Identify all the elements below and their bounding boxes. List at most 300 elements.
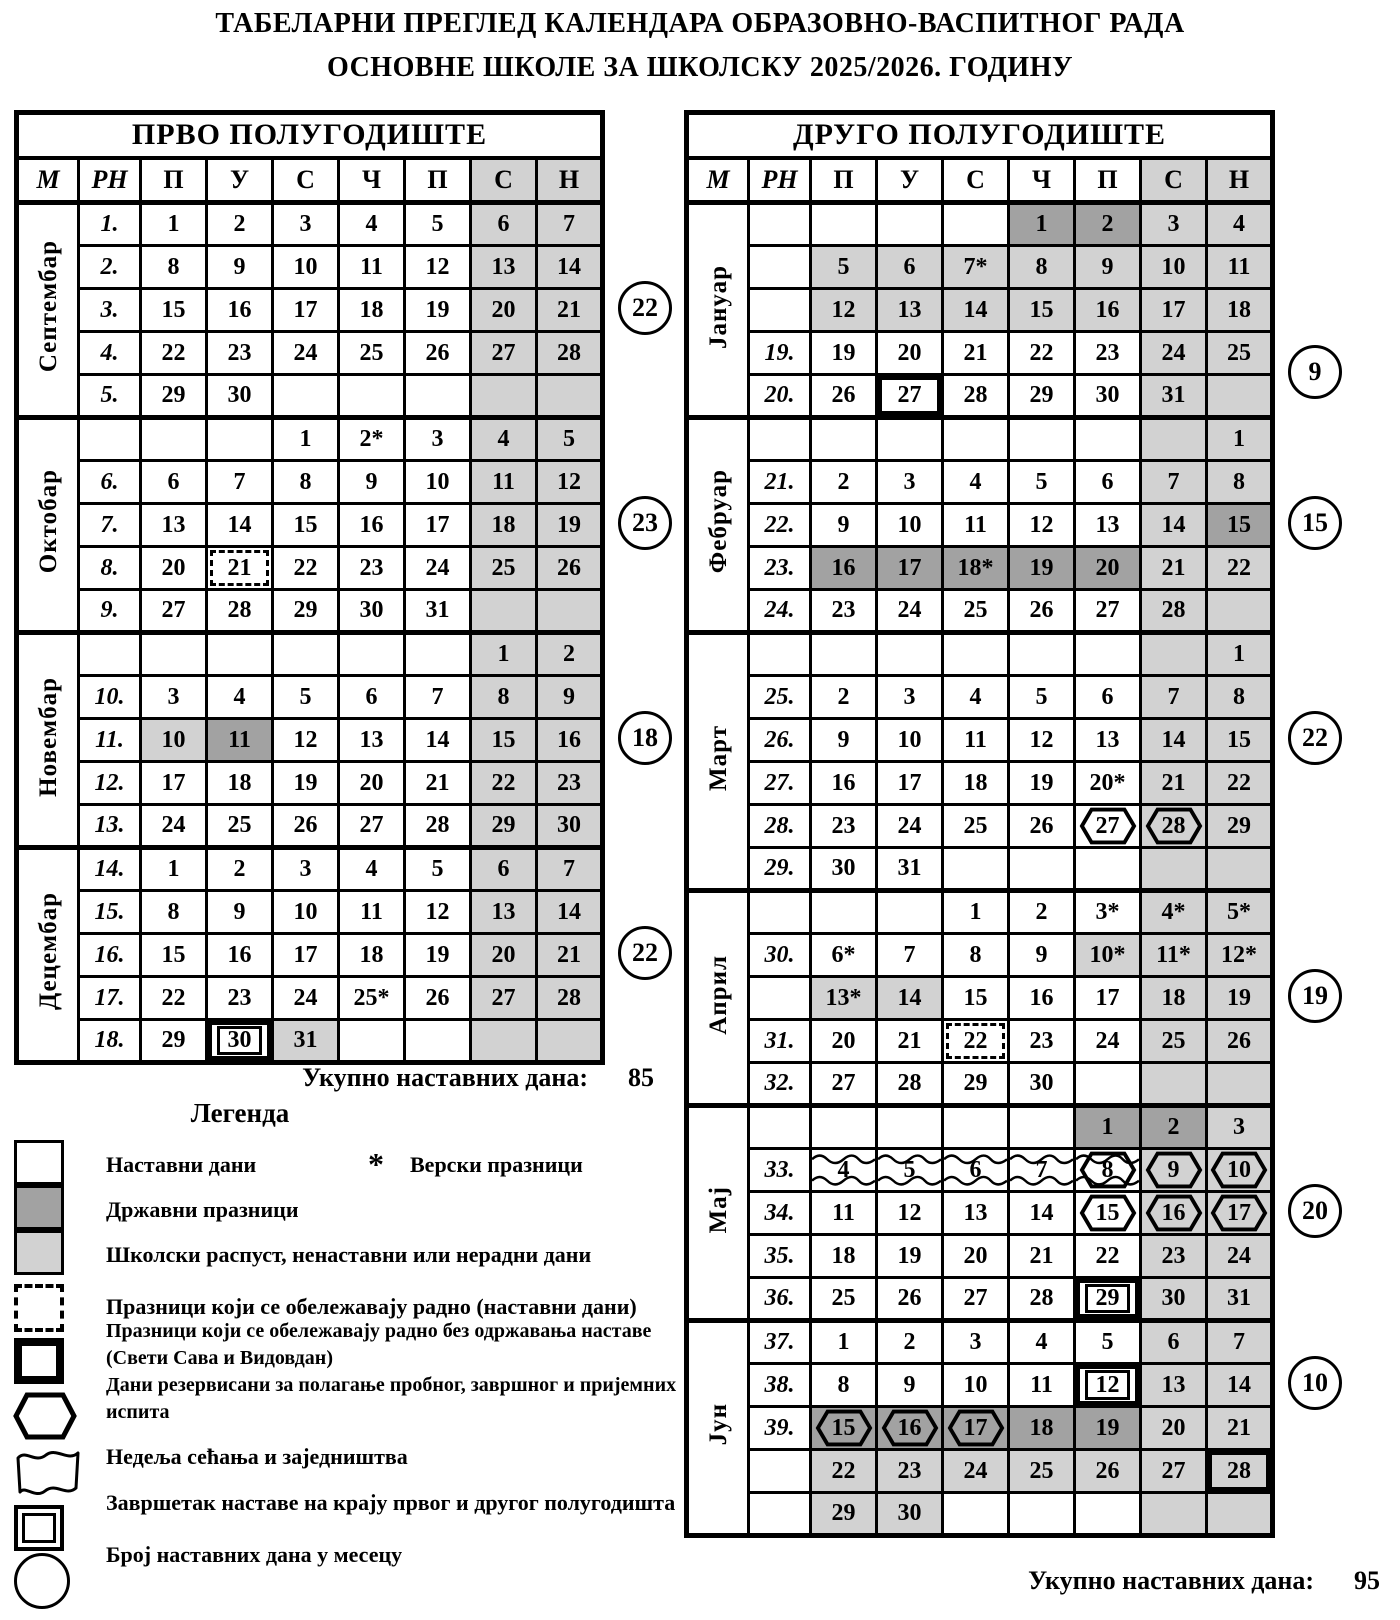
legend-swatch-working-holidays xyxy=(14,1284,64,1332)
legend-swatch-no-classes-holidays xyxy=(14,1338,64,1384)
day-cell xyxy=(1207,762,1273,805)
day-number: 8 xyxy=(837,1371,850,1398)
day-cell xyxy=(1075,332,1141,375)
legend-circle-icon xyxy=(14,1553,70,1609)
day-number: 6 xyxy=(1101,683,1114,710)
day-number: 18* xyxy=(957,554,994,581)
day-cell xyxy=(537,1020,603,1063)
day-cell xyxy=(811,719,877,762)
day-number: 31 xyxy=(1161,382,1186,408)
day-cell xyxy=(943,848,1009,891)
teaching-days-circle: 18 xyxy=(618,711,672,765)
day-cell xyxy=(1207,1321,1273,1364)
week-number: 30. xyxy=(749,934,811,977)
day-cell xyxy=(471,977,537,1020)
day-cell xyxy=(207,891,273,934)
day-number: 24 xyxy=(1227,1242,1251,1269)
week-number: 26. xyxy=(749,719,811,762)
day-number: 7 xyxy=(431,683,444,710)
day-number: 27 xyxy=(491,984,516,1011)
day-number: 16 xyxy=(831,554,856,581)
day-cell xyxy=(1009,1149,1075,1192)
month-cell xyxy=(687,1106,749,1321)
day-number: 12 xyxy=(1029,726,1054,753)
day-number: 15 xyxy=(831,1414,856,1441)
day-number: 2 xyxy=(1101,211,1114,237)
day-number: 9 xyxy=(1035,941,1048,968)
day-number: 27 xyxy=(491,339,516,366)
legend-label-line: Празници који се обележавају радно без одржавања наставе xyxy=(106,1320,652,1342)
day-number: 26 xyxy=(897,1285,922,1311)
week-number xyxy=(749,289,811,332)
day-number: 16 xyxy=(1095,296,1120,323)
day-cell xyxy=(877,1235,943,1278)
day-cell xyxy=(339,504,405,547)
day-number: 27 xyxy=(1095,597,1120,623)
day-number: 5 xyxy=(563,426,575,452)
day-cell xyxy=(1141,805,1207,848)
day-number: 20 xyxy=(1095,554,1120,581)
day-cell xyxy=(943,1106,1009,1149)
day-number: 6 xyxy=(167,468,180,495)
day-cell xyxy=(1075,1149,1141,1192)
day-cell xyxy=(943,1149,1009,1192)
day-number: 5* xyxy=(1227,899,1251,925)
day-number: 9 xyxy=(1167,1156,1180,1183)
day-number: 2* xyxy=(359,426,384,452)
day-number: 26 xyxy=(557,554,581,581)
day-number: 25 xyxy=(831,1285,856,1311)
day-number: 18 xyxy=(1227,296,1251,323)
day-cell xyxy=(537,504,603,547)
day-cell xyxy=(877,1364,943,1407)
day-cell xyxy=(1009,1020,1075,1063)
month-cell xyxy=(687,418,749,633)
day-number: 23 xyxy=(227,984,252,1011)
day-number: 13 xyxy=(1095,511,1120,538)
day-cell xyxy=(141,805,207,848)
day-number: 22 xyxy=(161,984,186,1011)
semester-title: ПРВО ПОЛУГОДИШТЕ xyxy=(17,113,603,158)
day-cell xyxy=(877,891,943,934)
day-number: 29 xyxy=(491,812,516,838)
day-cell xyxy=(405,590,471,633)
legend-swatch-state-holidays xyxy=(14,1185,64,1230)
teaching-days-circle: 20 xyxy=(1288,1184,1342,1238)
day-number: 28 xyxy=(1227,1457,1251,1484)
day-cell xyxy=(141,848,207,891)
day-number: 24 xyxy=(1161,339,1186,366)
day-number: 23 xyxy=(227,339,252,366)
day-number: 31 xyxy=(897,855,922,881)
day-cell xyxy=(471,461,537,504)
column-header: С xyxy=(273,158,339,203)
day-number: 15 xyxy=(1029,296,1054,323)
week-number: 34. xyxy=(749,1192,811,1235)
day-number: 21 xyxy=(557,296,581,323)
day-cell xyxy=(273,977,339,1020)
day-cell xyxy=(537,375,603,418)
day-cell xyxy=(943,547,1009,590)
day-number: 12* xyxy=(1221,941,1257,968)
day-number: 15 xyxy=(161,296,186,323)
day-number: 10 xyxy=(293,253,318,280)
day-number: 12 xyxy=(897,1199,922,1226)
day-cell xyxy=(1141,375,1207,418)
week-number: 5. xyxy=(79,375,141,418)
day-number: 25 xyxy=(1227,339,1251,366)
day-number: 15 xyxy=(1095,1199,1120,1226)
week-number: 16. xyxy=(79,934,141,977)
day-cell xyxy=(1207,1450,1273,1493)
first-semester-total xyxy=(14,1063,654,1093)
week-number xyxy=(749,418,811,461)
day-cell xyxy=(943,1063,1009,1106)
day-cell xyxy=(537,461,603,504)
month-cell xyxy=(17,633,79,848)
day-number: 2 xyxy=(1035,899,1048,925)
day-cell xyxy=(811,461,877,504)
day-cell xyxy=(943,203,1009,246)
day-cell xyxy=(1075,246,1141,289)
day-cell xyxy=(1009,1106,1075,1149)
day-cell xyxy=(1141,676,1207,719)
day-cell xyxy=(339,891,405,934)
week-number: 7. xyxy=(79,504,141,547)
day-cell xyxy=(339,805,405,848)
day-cell xyxy=(339,977,405,1020)
day-number: 9 xyxy=(563,683,575,710)
day-number: 16 xyxy=(1029,984,1054,1011)
day-number: 2 xyxy=(233,856,246,882)
day-cell xyxy=(1207,1192,1273,1235)
day-number: 10 xyxy=(897,511,922,538)
legend-label-line: испита xyxy=(106,1401,170,1423)
day-number: 17 xyxy=(425,511,450,538)
day-number: 4 xyxy=(969,468,982,495)
day-cell xyxy=(207,504,273,547)
day-number: 1 xyxy=(1035,211,1048,237)
day-number: 30 xyxy=(1161,1285,1186,1311)
day-cell xyxy=(141,719,207,762)
day-cell xyxy=(1141,504,1207,547)
day-cell xyxy=(141,504,207,547)
week-number xyxy=(749,633,811,676)
column-header: У xyxy=(877,158,943,203)
day-cell xyxy=(811,203,877,246)
week-number: 3. xyxy=(79,289,141,332)
day-number: 13* xyxy=(825,984,862,1011)
day-cell xyxy=(207,547,273,590)
day-number: 6 xyxy=(903,253,916,280)
day-cell xyxy=(207,676,273,719)
day-number: 4 xyxy=(1035,1329,1048,1355)
day-cell xyxy=(1009,203,1075,246)
legend-swatch-end-of-semester xyxy=(14,1505,64,1551)
week-number xyxy=(79,633,141,676)
day-number: 28 xyxy=(963,382,988,408)
day-cell xyxy=(537,590,603,633)
column-header: М xyxy=(687,158,749,203)
day-cell xyxy=(1141,547,1207,590)
day-number: 3 xyxy=(969,1329,982,1355)
day-number: 28 xyxy=(557,339,581,366)
day-cell xyxy=(1207,1364,1273,1407)
day-number: 17 xyxy=(293,941,318,968)
day-cell xyxy=(1141,977,1207,1020)
week-number xyxy=(749,1493,811,1536)
day-cell xyxy=(943,375,1009,418)
page-title-line2: ОСНОВНЕ ШКОЛЕ ЗА ШКОЛСКУ 2025/2026. ГОДИНУ xyxy=(326,52,1074,83)
day-cell xyxy=(1075,633,1141,676)
day-cell xyxy=(1141,1450,1207,1493)
day-cell xyxy=(1075,1063,1141,1106)
day-cell xyxy=(141,633,207,676)
day-number: 15 xyxy=(1227,511,1251,538)
day-number: 30 xyxy=(1095,382,1120,408)
day-cell xyxy=(811,375,877,418)
day-number: 16 xyxy=(1161,1199,1186,1226)
day-cell xyxy=(1141,1020,1207,1063)
day-cell xyxy=(273,1020,339,1063)
day-number: 18 xyxy=(491,511,516,538)
day-number: 7 xyxy=(563,211,575,237)
day-cell xyxy=(811,590,877,633)
day-number: 18 xyxy=(831,1242,856,1269)
day-number: 23 xyxy=(1029,1027,1054,1054)
day-cell xyxy=(877,633,943,676)
day-number: 19 xyxy=(1029,554,1054,581)
day-cell xyxy=(1141,332,1207,375)
legend-label-teaching-days: Наставни дани xyxy=(106,1152,257,1177)
day-cell xyxy=(471,547,537,590)
day-cell xyxy=(811,1192,877,1235)
day-cell xyxy=(537,203,603,246)
day-cell xyxy=(537,934,603,977)
legend-label-line: Дани резервисани за полагање пробног, завршног и пријемних xyxy=(106,1374,677,1396)
day-cell xyxy=(1075,418,1141,461)
day-cell xyxy=(141,203,207,246)
day-cell xyxy=(141,375,207,418)
day-cell xyxy=(273,332,339,375)
day-cell xyxy=(207,203,273,246)
day-cell xyxy=(877,1450,943,1493)
day-cell xyxy=(943,762,1009,805)
day-cell xyxy=(1141,1364,1207,1407)
day-cell xyxy=(1009,1450,1075,1493)
day-number: 5 xyxy=(299,683,312,710)
day-cell xyxy=(405,332,471,375)
week-number xyxy=(749,977,811,1020)
day-number: 17 xyxy=(1161,296,1186,323)
day-number: 13 xyxy=(897,296,922,323)
month-label: Децембар xyxy=(34,892,62,1011)
day-cell xyxy=(811,1493,877,1536)
day-cell xyxy=(1141,418,1207,461)
legend-label-remembrance-week: Недеља сећања и заједништва xyxy=(106,1444,408,1469)
week-number: 20. xyxy=(749,375,811,418)
day-number: 2 xyxy=(233,211,246,237)
day-cell xyxy=(1075,461,1141,504)
day-number: 13 xyxy=(1095,726,1120,753)
day-cell xyxy=(943,590,1009,633)
day-cell xyxy=(339,246,405,289)
day-cell xyxy=(943,1235,1009,1278)
day-cell xyxy=(877,590,943,633)
day-number: 1 xyxy=(167,211,180,237)
day-cell xyxy=(1207,203,1273,246)
day-cell xyxy=(1141,1235,1207,1278)
day-cell xyxy=(1075,1493,1141,1536)
day-cell xyxy=(471,203,537,246)
day-cell xyxy=(1141,934,1207,977)
day-number: 19 xyxy=(831,339,856,366)
day-number: 2 xyxy=(1167,1114,1180,1140)
day-cell xyxy=(537,719,603,762)
day-number: 13 xyxy=(491,898,516,925)
day-number: 7 xyxy=(1035,1156,1048,1183)
day-number: 16 xyxy=(227,941,252,968)
day-number: 9 xyxy=(365,468,378,495)
day-number: 30 xyxy=(359,597,384,623)
day-number: 10 xyxy=(161,726,186,753)
day-number: 8 xyxy=(969,941,982,968)
day-cell xyxy=(1207,848,1273,891)
day-number: 14 xyxy=(425,726,450,753)
day-cell xyxy=(1141,719,1207,762)
day-number: 21 xyxy=(897,1027,922,1054)
day-cell xyxy=(471,332,537,375)
day-cell xyxy=(1207,1493,1273,1536)
day-number: 29 xyxy=(963,1070,988,1096)
day-number: 11 xyxy=(360,898,383,925)
day-number: 6 xyxy=(497,211,510,237)
day-number: 8 xyxy=(1101,1156,1114,1183)
teaching-days-circle: 19 xyxy=(1288,969,1342,1023)
teaching-days-circle: 15 xyxy=(1288,496,1342,550)
day-number: 11 xyxy=(964,511,987,538)
day-cell xyxy=(537,805,603,848)
legend-label-working-holidays: Празници који се обележавају радно (наставни дани) xyxy=(106,1294,637,1319)
day-number: 9 xyxy=(1101,253,1114,280)
day-number: 3 xyxy=(167,683,180,710)
week-number: 12. xyxy=(79,762,141,805)
day-number: 8 xyxy=(497,683,510,710)
day-cell xyxy=(943,934,1009,977)
day-number: 31 xyxy=(293,1027,318,1053)
day-number: 16 xyxy=(831,769,856,796)
day-cell xyxy=(1009,1278,1075,1321)
day-number: 13 xyxy=(1161,1371,1186,1398)
day-cell xyxy=(943,246,1009,289)
day-number: 11 xyxy=(832,1199,855,1226)
day-cell xyxy=(1009,375,1075,418)
day-number: 5 xyxy=(431,856,444,882)
day-cell xyxy=(141,676,207,719)
day-number: 27 xyxy=(963,1285,988,1311)
day-cell xyxy=(1207,977,1273,1020)
day-number: 20* xyxy=(1089,769,1126,796)
day-cell xyxy=(405,891,471,934)
day-number: 4* xyxy=(1161,899,1186,925)
week-number: 29. xyxy=(749,848,811,891)
day-number: 20 xyxy=(359,769,384,796)
day-number: 1 xyxy=(837,1329,850,1355)
day-cell xyxy=(811,676,877,719)
legend-label-teaching-days-count: Број наставних дана у месецу xyxy=(106,1542,403,1567)
day-number: 14 xyxy=(1161,726,1186,753)
day-number: 7 xyxy=(1167,683,1180,710)
day-number: 18 xyxy=(359,296,384,323)
day-number: 19 xyxy=(897,1242,922,1269)
day-cell xyxy=(1075,934,1141,977)
day-cell xyxy=(811,1063,877,1106)
day-number: 26 xyxy=(1095,1457,1120,1484)
day-cell xyxy=(273,934,339,977)
day-number: 16 xyxy=(227,296,252,323)
day-cell xyxy=(1075,676,1141,719)
day-number: 20 xyxy=(161,554,186,581)
day-cell xyxy=(811,332,877,375)
day-cell xyxy=(207,762,273,805)
day-cell xyxy=(1009,289,1075,332)
day-cell xyxy=(273,461,339,504)
month-label: Новембар xyxy=(34,676,62,797)
day-number: 14 xyxy=(1227,1371,1251,1398)
day-cell xyxy=(1009,934,1075,977)
day-cell xyxy=(405,504,471,547)
day-number: 4 xyxy=(497,426,510,452)
column-header: П xyxy=(811,158,877,203)
day-cell xyxy=(1207,375,1273,418)
day-number: 14 xyxy=(557,253,581,280)
day-number: 25 xyxy=(963,812,988,839)
day-cell xyxy=(811,246,877,289)
day-cell xyxy=(207,719,273,762)
day-number: 23 xyxy=(831,597,856,623)
day-number: 14 xyxy=(227,511,252,538)
day-cell xyxy=(877,848,943,891)
day-number: 3 xyxy=(431,426,444,452)
day-number: 31 xyxy=(425,597,450,623)
day-number: 17 xyxy=(293,296,318,323)
day-cell xyxy=(1207,1278,1273,1321)
day-number: 27 xyxy=(897,382,922,408)
day-cell xyxy=(877,203,943,246)
day-number: 6 xyxy=(497,856,510,882)
day-cell xyxy=(1141,246,1207,289)
column-header: П xyxy=(1075,158,1141,203)
day-number: 21 xyxy=(1227,1414,1251,1441)
day-cell xyxy=(811,891,877,934)
month-label: Мај xyxy=(704,1185,732,1234)
month-label: Март xyxy=(704,725,732,791)
day-number: 11 xyxy=(1227,253,1251,280)
month-label: Април xyxy=(704,954,732,1035)
day-number: 8 xyxy=(1035,253,1048,280)
week-number: 33. xyxy=(749,1149,811,1192)
month-label: Октобар xyxy=(34,469,62,574)
day-number: 13 xyxy=(491,253,516,280)
day-cell xyxy=(471,633,537,676)
column-header: У xyxy=(207,158,273,203)
day-number: 8 xyxy=(1233,468,1245,495)
day-number: 5 xyxy=(1035,683,1048,710)
day-cell xyxy=(1009,547,1075,590)
day-number: 1 xyxy=(1233,641,1245,667)
day-cell xyxy=(537,977,603,1020)
day-cell xyxy=(811,1235,877,1278)
